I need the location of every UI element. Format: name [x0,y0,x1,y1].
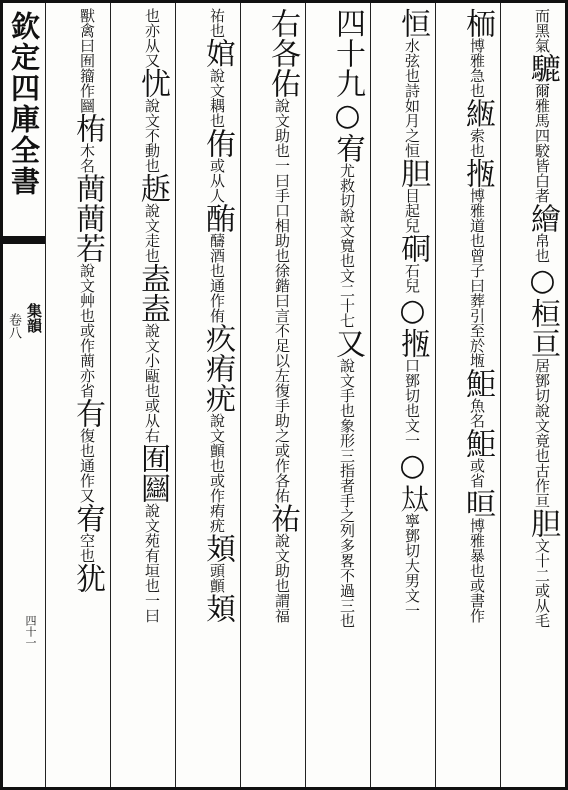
annotation-text: 口鄧切也文一 [403,358,421,448]
annotation-text: 索也 [468,128,486,158]
headword: 婠 [200,38,235,68]
headword: 胆 [525,508,560,538]
headword: 硐 [395,233,430,263]
collection-title: 欽定四庫全書 [7,11,41,197]
book-title: 集韻 [25,303,43,333]
column-rule [110,3,111,787]
headword: 𡘋 [395,483,430,513]
annotation-text: 也亦从又 [143,8,161,68]
text-column-4 [307,8,369,784]
annotation-text: 博雅暴也 [468,518,486,578]
annotation-text: 復也通作又 [78,428,96,503]
annotation-text: 目起兒 [403,188,421,233]
annotation-text: 說文顫也或作痏疣 [208,413,226,533]
headword: 騼 [525,53,560,83]
annotation-text: 或書作 [468,578,486,623]
headword: 頍 [200,593,235,623]
headword: 䞣 [135,173,170,203]
headword: 蕳 [70,173,105,203]
column-rule [45,3,46,787]
headword: 緪 [460,98,495,128]
headword: 酭 [200,203,235,233]
text-column-3 [372,8,434,784]
headword: 宥 [70,503,105,533]
column-rule [500,3,501,787]
annotation-text: 空也 [78,533,96,563]
headword: 各佑 [265,38,300,98]
headword: 頍 [200,533,235,563]
headword: 胆 [395,158,430,188]
annotation-text: 說文走也 [143,203,161,263]
annotation-text: 居鄧切說文竟也 [533,358,551,463]
headword: 盍 [135,263,170,293]
column-rule [435,3,436,787]
headword: 犹 [70,563,105,593]
column-rule [175,3,176,787]
headword: 侑 [200,128,235,158]
headword: 鮔 [460,428,495,458]
annotation-text: 醻酒也通作侑 [208,233,226,323]
annotation-text: 說文助也謂福 [273,533,291,623]
headword: 又 [330,328,365,358]
text-column-1 [502,8,564,784]
headword: 宥 [330,133,365,163]
annotation-text: 帛也 [533,233,551,263]
annotation-text: 博雅急也 [468,38,486,98]
headword: 痏 [200,353,235,383]
page-number: 四十一 [24,615,37,648]
headword: 揯 [395,328,430,358]
annotation-text: 古作亘 [533,463,551,508]
annotation-text: 木名 [78,143,96,173]
headword: 祐 [265,503,300,533]
headword: 忧 [135,68,170,98]
headword: ○ [330,98,365,133]
annotation-text: 說文艸也或作蕳亦省 [78,263,96,398]
column-rule [240,3,241,787]
headword: ○ [395,448,430,483]
headword: 繪 [525,203,560,233]
headword: ○ [525,263,560,298]
annotation-text: 頭顫 [208,563,226,593]
text-column-7 [112,8,174,784]
annotation-text: 說文耦也 [208,68,226,128]
page-border-top [0,0,568,3]
annotation-text: 石兒 [403,263,421,293]
text-column-8 [47,8,109,784]
annotation-text: 獸禽曰囿籀作圝 [78,8,96,113]
annotation-text: 寧鄧切大男文一 [403,513,421,618]
annotation-text: 或省 [468,458,486,488]
headword: 蕳 [70,203,105,233]
headword: 疣 [200,383,235,413]
text-column-6 [177,8,239,784]
margin-divider [3,236,45,244]
headword: 栯 [70,113,105,143]
margin-column [3,3,45,787]
annotation-text: 文十二 [533,538,551,583]
annotation-text: 而黑氣 [533,8,551,53]
annotation-text: 說文手也象形三指者手之列多畧不過三也 [338,358,356,628]
text-column-5 [242,8,304,784]
annotation-text: 祐也 [208,8,226,38]
headword: 桓亘 [525,298,560,358]
headword: 揯 [460,158,495,188]
headword: 栭 [460,8,495,38]
headword: 鮔 [460,368,495,398]
annotation-text: 魚名 [468,398,486,428]
annotation-text: 博雅道也曾子曰葬引至於堩 [468,188,486,368]
headword: 盍 [135,293,170,323]
annotation-text: 說文不動也 [143,98,161,173]
headword: 疚 [200,323,235,353]
annotation-text: 或从毛 [533,583,551,628]
headword: 若 [70,233,105,263]
annotation-text: 尤救切說文寬也文二十七 [338,163,356,328]
column-rule [370,3,371,787]
headword: 右 [265,8,300,38]
headword: 有 [70,398,105,428]
headword: 四十九 [330,8,365,98]
text-column-2 [437,8,499,784]
column-rule [305,3,306,787]
headword: ○ [395,293,430,328]
volume-label: 卷八 [6,313,21,339]
annotation-text: 水弦也詩如月之恒 [403,38,421,158]
annotation-text: 說文助也一曰手口相助也徐鍇曰言不足以左復手助之或作各佑 [273,98,291,503]
annotation-text: 或从人 [208,158,226,203]
headword: 恒 [395,8,430,38]
annotation-text: 爾雅馬四駮皆白者 [533,83,551,203]
headword: 圝 [135,473,170,503]
headword: 晅 [460,488,495,518]
annotation-text: 說文苑有垣也一曰 [143,503,161,623]
annotation-text: 說文小甌也或从右 [143,323,161,443]
headword: 囿 [135,443,170,473]
